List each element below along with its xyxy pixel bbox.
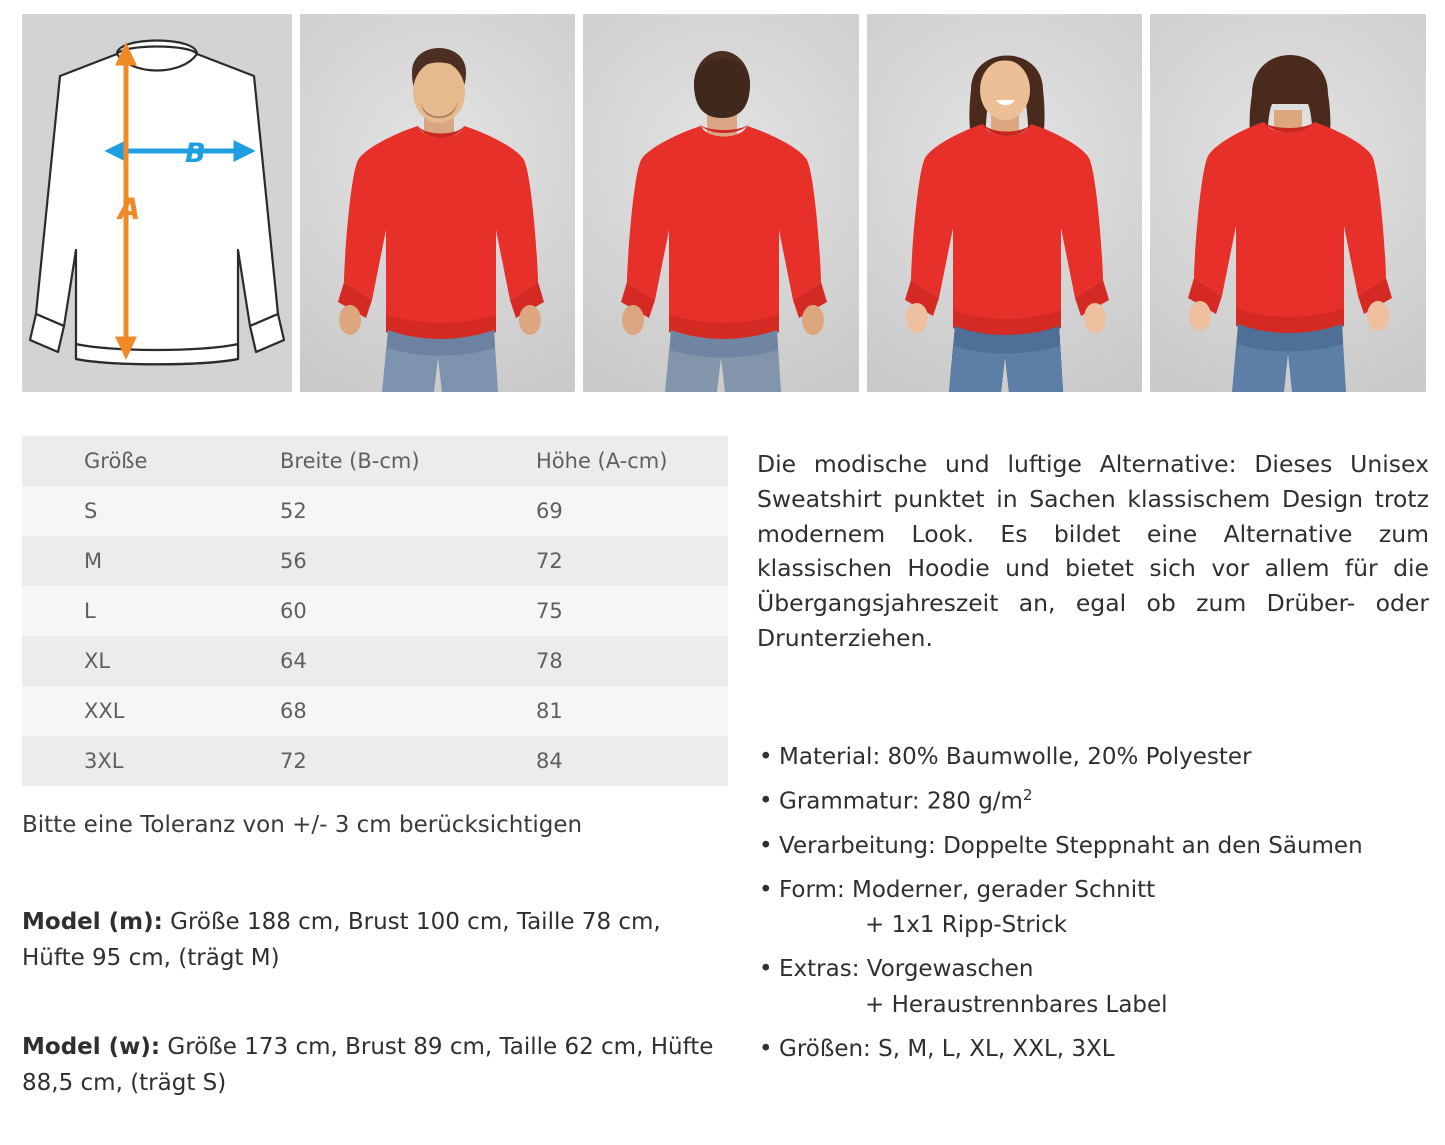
model-female-measurements: Größe 173 cm, Brust 89 cm, Taille 62 cm, Hüfte 88,5 cm, (trägt S) — [22, 1034, 714, 1096]
cell-size: XXL — [84, 699, 125, 723]
product-image-gallery — [22, 14, 1426, 392]
feature-text: Form: Moderner, gerader Schnitt — [779, 876, 1156, 903]
cell-height: 78 — [536, 649, 563, 673]
cell-width: 64 — [280, 649, 307, 673]
cell-size: M — [84, 549, 103, 573]
cell-width: 72 — [280, 749, 307, 773]
column-header-width: Breite (B-cm) — [280, 449, 420, 473]
cell-height: 69 — [536, 499, 563, 523]
model-photo-male-front — [300, 14, 576, 392]
feature-superscript: 2 — [1022, 785, 1033, 804]
table-row — [22, 736, 728, 786]
feature-text: Extras: Vorgewaschen — [779, 956, 1034, 983]
model-photo-male-back — [583, 14, 859, 392]
cell-height: 84 — [536, 749, 563, 773]
feature-item — [757, 952, 1437, 987]
feature-item — [757, 829, 1437, 864]
product-features-list — [757, 740, 1437, 1076]
table-row — [22, 536, 728, 586]
model-photo-female-front — [867, 14, 1143, 392]
cell-height: 75 — [536, 599, 563, 623]
sweatshirt-technical-drawing — [22, 14, 292, 392]
table-row — [22, 636, 728, 686]
measurement-diagram — [22, 14, 292, 392]
cell-size: L — [84, 599, 96, 623]
female-front-illustration — [867, 14, 1143, 392]
label-a: A — [118, 192, 141, 226]
cell-width: 52 — [280, 499, 307, 523]
table-header-row — [22, 436, 728, 486]
feature-item — [757, 873, 1437, 908]
cell-width: 60 — [280, 599, 307, 623]
tolerance-note: Bitte eine Toleranz von +/- 3 cm berücksichtigen — [22, 812, 583, 838]
product-description: Die modische und luftige Alternative: Dieses Unisex Sweatshirt punktet in Sachen klassischem Design trotz modernem Look. Es bildet eine Alternative zum klassischen Hoodie und bietet sich vor allem für die Übergangsjahreszeit an, egal ob zum Drüber- oder Drunterziehen. — [757, 450, 1429, 652]
feature-text: + Heraustrennbares Label — [865, 992, 1168, 1019]
table-row — [22, 586, 728, 636]
feature-item — [757, 784, 1437, 820]
table-row — [22, 486, 728, 536]
cell-height: 81 — [536, 699, 563, 723]
female-back-illustration — [1150, 14, 1426, 392]
label-b: B — [185, 138, 206, 169]
model-male-label: Model (m): — [22, 909, 163, 935]
male-front-illustration — [300, 14, 576, 392]
feature-subitem — [757, 908, 1437, 943]
cell-height: 72 — [536, 549, 563, 573]
model-photo-female-back — [1150, 14, 1426, 392]
feature-text: + 1x1 Ripp-Strick — [865, 912, 1068, 939]
model-info-male — [22, 905, 722, 976]
table-row — [22, 686, 728, 736]
feature-text: Grammatur: 280 g/m — [779, 788, 1023, 815]
cell-size: 3XL — [84, 749, 124, 773]
feature-text: Verarbeitung: Doppelte Steppnaht an den Säumen — [779, 832, 1363, 859]
column-header-size: Größe — [84, 449, 148, 473]
cell-size: S — [84, 499, 98, 523]
feature-text: Material: 80% Baumwolle, 20% Polyester — [779, 744, 1252, 770]
feature-text: Größen: S, M, L, XL, XXL, 3XL — [779, 1036, 1115, 1063]
cell-width: 56 — [280, 549, 307, 573]
feature-item — [757, 740, 1437, 775]
feature-subitem — [757, 988, 1437, 1023]
cell-width: 68 — [280, 699, 307, 723]
model-info-female — [22, 1030, 722, 1101]
cell-size: XL — [84, 649, 111, 673]
male-back-illustration — [583, 14, 859, 392]
model-male-measurements: Größe 188 cm, Brust 100 cm, Taille 78 cm, Hüfte 95 cm, (trägt M) — [22, 909, 661, 971]
column-header-height: Höhe (A-cm) — [536, 449, 668, 473]
feature-item — [757, 1032, 1437, 1067]
size-chart-table — [22, 436, 728, 786]
model-female-label: Model (w): — [22, 1034, 161, 1060]
